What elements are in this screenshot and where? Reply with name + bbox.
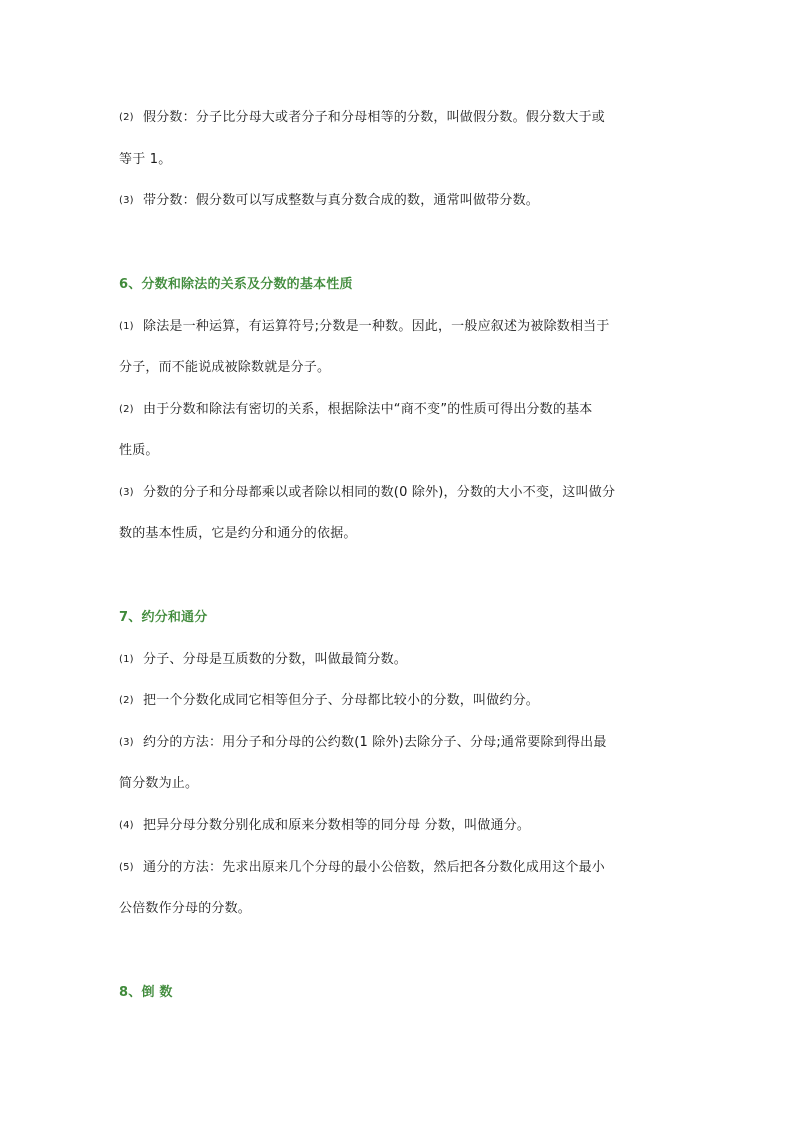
paragraph-line [119,109,679,127]
paragraph-text: 除法是一种运算，有运算符号;分数是一种数。因此，一般应叙述为被除数相当于 [143,319,610,334]
paragraph-text: 把一个分数化成同它相等但分子、分母都比较小的分数，叫做约分。 [143,693,540,708]
paragraph-text: 公倍数作分母的分数。 [119,901,252,916]
item-number: (3) [119,195,134,206]
section-heading: 6、分数和除法的关系及分数的基本性质 [119,277,353,292]
section-heading: 7、约分和通分 [119,610,208,625]
paragraph-line [119,318,679,336]
item-number: (1) [119,321,134,332]
paragraph-text: 性质。 [119,443,159,458]
paragraph-text: 分子，而不能说成被除数就是分子。 [119,360,331,375]
item-number: (2) [119,404,134,415]
paragraph-line [119,859,679,877]
paragraph-line [119,734,679,752]
paragraph-line [119,484,679,502]
paragraph-text: 由于分数和除法有密切的关系，根据除法中“商不变”的性质可得出分数的基本 [143,402,593,417]
section-heading: 8、倒 数 [119,985,173,1000]
paragraph-text: 分数的分子和分母都乘以或者除以相同的数(0 除外)，分数的大小不变，这叫做分 [143,485,616,500]
item-number: (5) [119,862,134,873]
paragraph-text: 带分数：假分数可以写成整数与真分数合成的数，通常叫做带分数。 [143,193,540,208]
paragraph-text: 约分的方法：用分子和分母的公约数(1 除外)去除分子、分母;通常要除到得出最 [143,735,607,750]
paragraph-line [119,525,679,543]
paragraph-text: 通分的方法：先求出原来几个分母的最小公倍数，然后把各分数化成用这个最小 [143,860,606,875]
paragraph-text: 数的基本性质，它是约分和通分的依据。 [119,526,357,541]
item-number: (3) [119,487,134,498]
item-number: (4) [119,820,134,831]
paragraph-text: 假分数：分子比分母大或者分子和分母相等的分数，叫做假分数。假分数大于或 [143,110,606,125]
paragraph-text: 把异分母分数分别化成和原来分数相等的同分母 分数，叫做通分。 [143,818,531,833]
paragraph-line [119,651,679,669]
paragraph-text: 等于 1。 [119,152,172,167]
paragraph-line [119,359,679,377]
item-number: (3) [119,737,134,748]
paragraph-line [119,151,679,169]
item-number: (2) [119,112,134,123]
paragraph-line [119,401,679,419]
paragraph-line [119,192,679,210]
paragraph-text: 分子、分母是互质数的分数，叫做最简分数。 [143,652,408,667]
paragraph-line [119,692,679,710]
paragraph-line [119,442,679,460]
paragraph-text: 简分数为止。 [119,776,199,791]
paragraph-line [119,817,679,835]
item-number: (2) [119,695,134,706]
paragraph-line [119,775,679,793]
item-number: (1) [119,654,134,665]
paragraph-line [119,900,679,918]
